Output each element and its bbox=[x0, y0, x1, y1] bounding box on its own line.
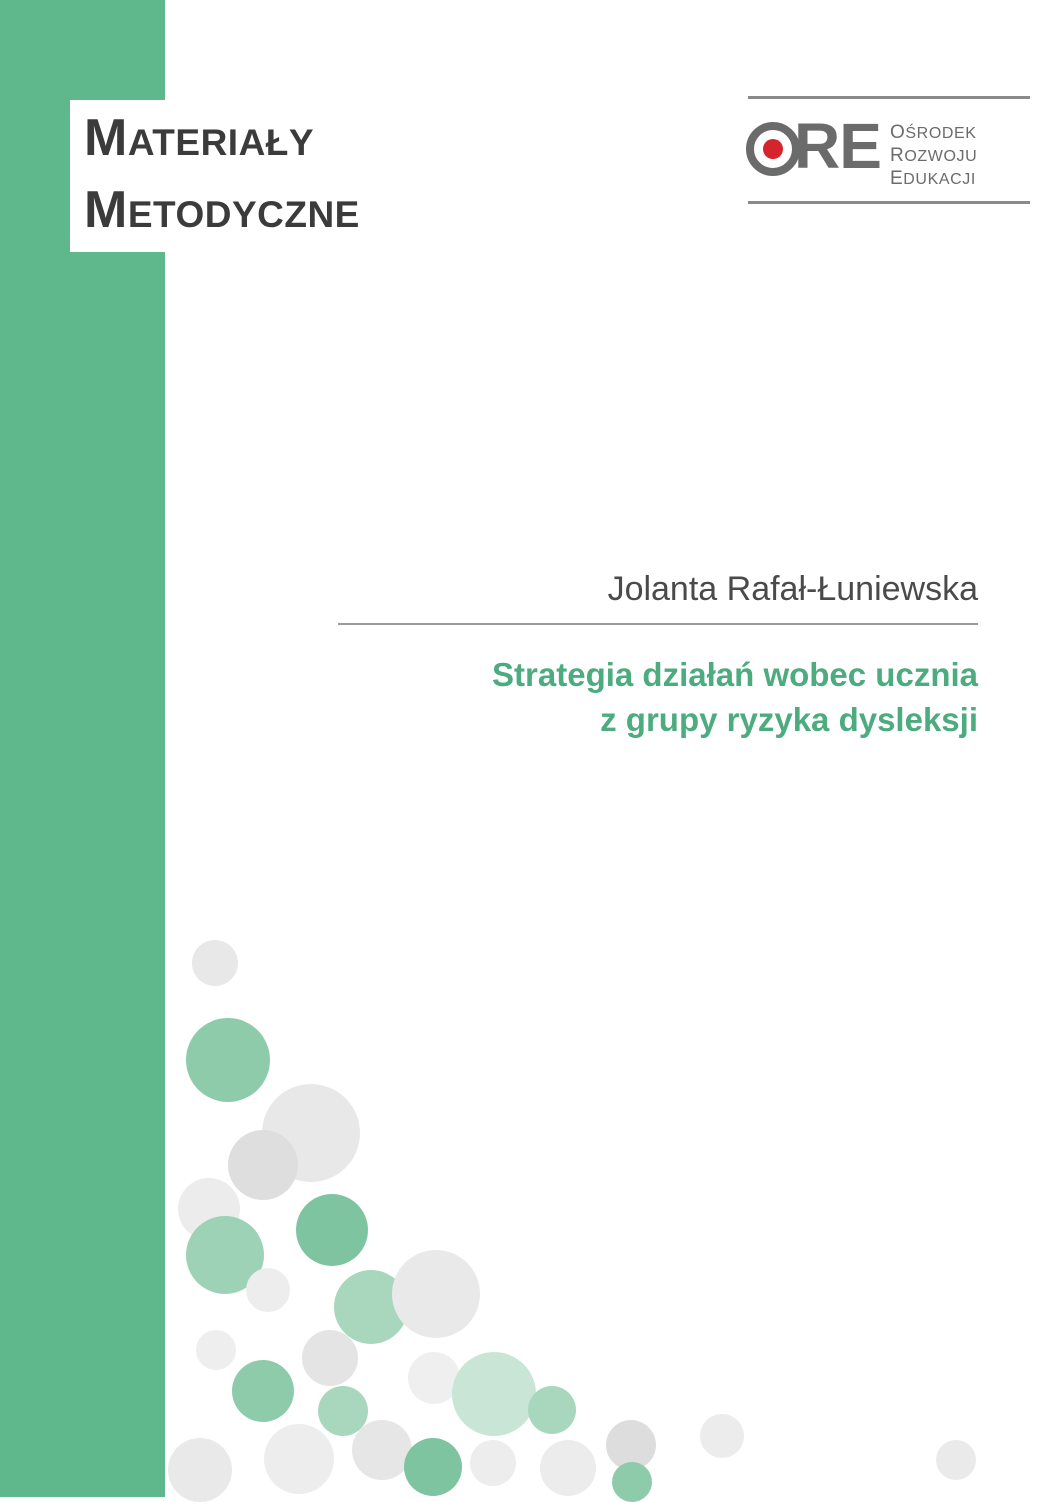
decorative-circle bbox=[318, 1386, 368, 1436]
decorative-circle bbox=[700, 1414, 744, 1458]
logo-re-text: RE bbox=[794, 110, 881, 182]
decorative-circle bbox=[178, 1178, 240, 1240]
decorative-circle bbox=[528, 1386, 576, 1434]
series-line-2-rest: ETODYCZNE bbox=[127, 194, 360, 235]
decorative-circle bbox=[452, 1352, 536, 1436]
logo-word-3-capital: E bbox=[890, 168, 904, 189]
logo-word-osrodek bbox=[890, 122, 977, 145]
decorative-circle bbox=[262, 1084, 360, 1182]
decorative-circle bbox=[228, 1130, 298, 1200]
decorative-circle bbox=[246, 1268, 290, 1312]
decorative-circle bbox=[232, 1360, 294, 1422]
ore-logo bbox=[738, 96, 1030, 204]
logo-word-1-rest: ŚRODEK bbox=[905, 125, 977, 142]
series-label-line-2 bbox=[84, 181, 576, 239]
decorative-circle bbox=[264, 1424, 334, 1494]
series-line-2-capital: M bbox=[84, 181, 128, 239]
author-name: Jolanta Rafał-Łuniewska bbox=[607, 570, 978, 608]
logo-word-1-capital: O bbox=[890, 122, 906, 143]
decorative-circle bbox=[296, 1194, 368, 1266]
title-divider bbox=[338, 623, 978, 625]
page-title bbox=[338, 653, 978, 742]
logo-top-rule bbox=[748, 96, 1030, 99]
decorative-circle bbox=[540, 1440, 596, 1496]
decorative-circle bbox=[192, 940, 238, 986]
series-label-line-1 bbox=[84, 109, 576, 167]
page-title-line-1: Strategia działań wobec ucznia bbox=[492, 656, 978, 693]
decorative-circle bbox=[302, 1330, 358, 1386]
decorative-circle bbox=[334, 1270, 408, 1344]
logo-word-rozwoju bbox=[890, 145, 977, 168]
page-title-line-2: z grupy ryzyka dysleksji bbox=[600, 700, 978, 738]
decorative-circle bbox=[612, 1462, 652, 1502]
decorative-circle bbox=[936, 1440, 976, 1480]
decorative-circle bbox=[408, 1352, 460, 1404]
decorative-circle bbox=[606, 1420, 656, 1470]
logo-word-2-rest: OZWOJU bbox=[904, 148, 978, 165]
logo-red-dot-icon bbox=[763, 139, 783, 159]
logo-word-2-capital: R bbox=[890, 145, 905, 166]
logo-wordmark bbox=[890, 122, 977, 191]
decorative-circle bbox=[352, 1420, 412, 1480]
series-line-1-capital: M bbox=[84, 109, 128, 167]
decorative-circle bbox=[186, 1018, 270, 1102]
decorative-circle bbox=[186, 1216, 264, 1294]
decorative-circle bbox=[196, 1330, 236, 1370]
decorative-circle bbox=[404, 1438, 462, 1496]
logo-bottom-rule bbox=[748, 201, 1030, 204]
logo-word-3-rest: DUKACJI bbox=[903, 171, 976, 188]
decorative-circle bbox=[470, 1440, 516, 1486]
series-label bbox=[70, 100, 590, 252]
decorative-circle bbox=[168, 1438, 232, 1502]
decorative-circle bbox=[392, 1250, 480, 1338]
logo-word-edukacji bbox=[890, 168, 977, 191]
title-block bbox=[338, 570, 978, 742]
series-line-1-rest: ATERIAŁY bbox=[127, 122, 315, 163]
